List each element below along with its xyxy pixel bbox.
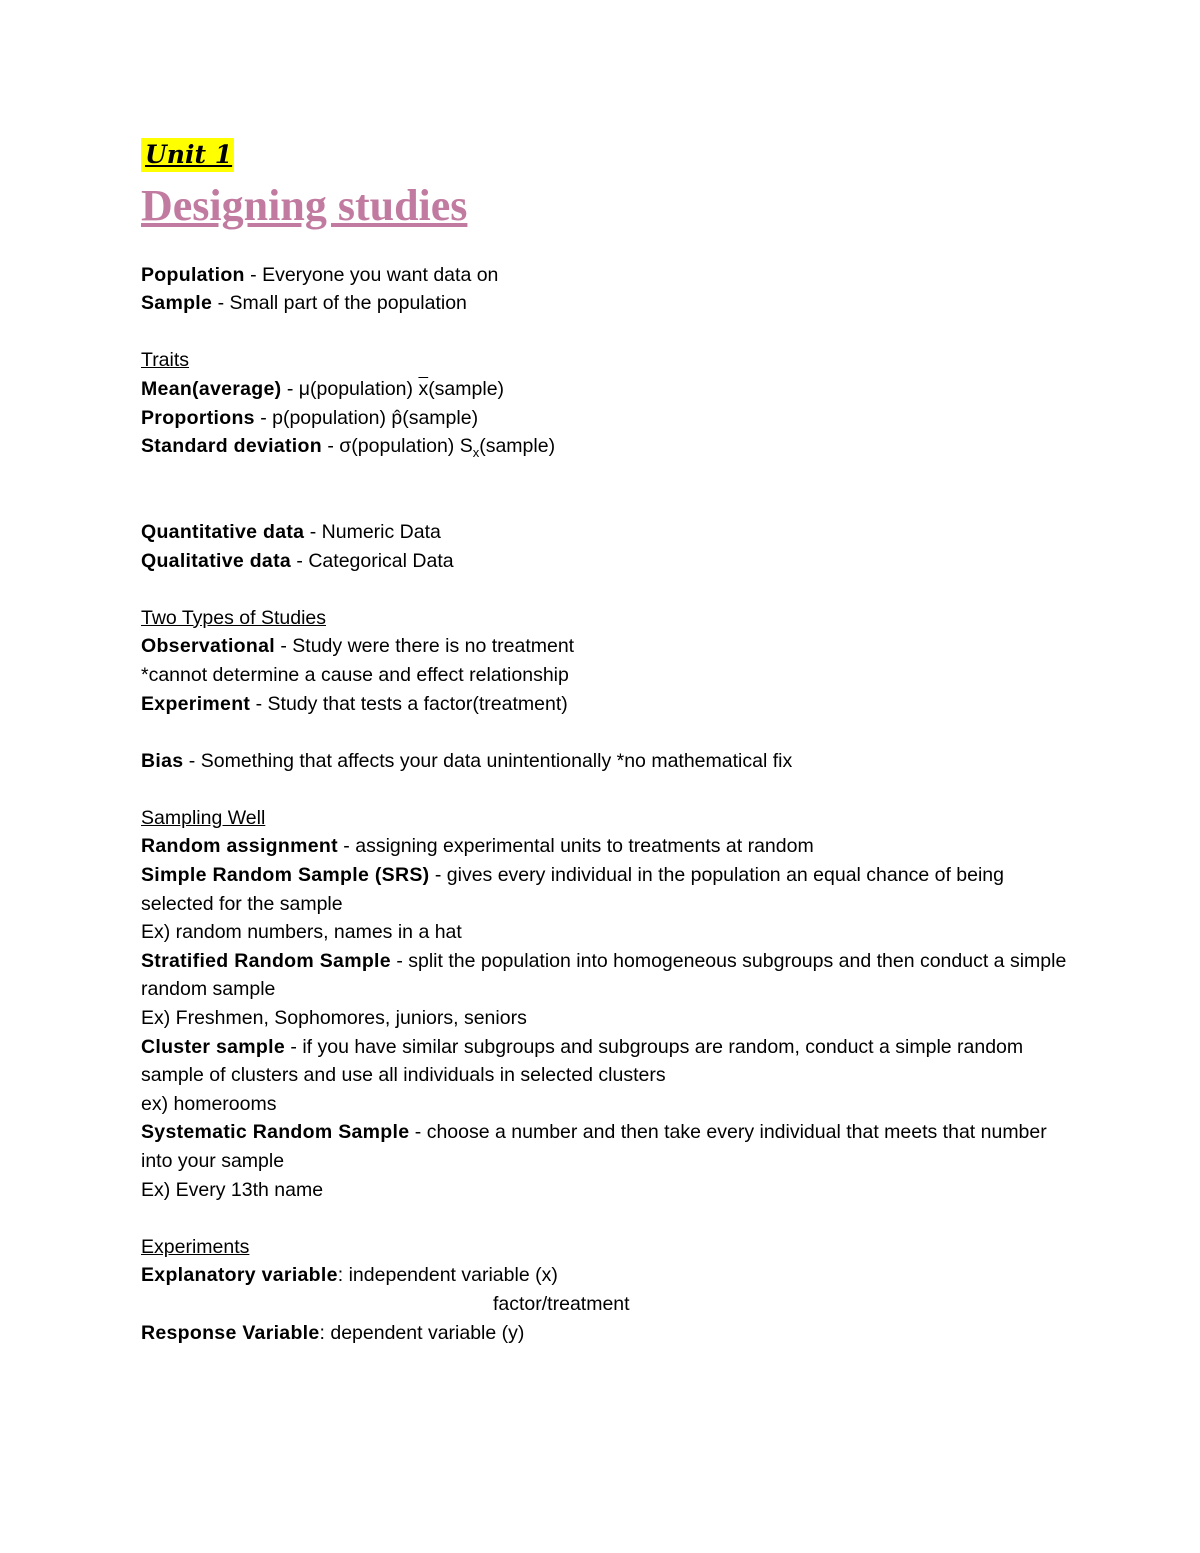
- definition-experiment: Experiment - Study that tests a factor(treatment): [141, 692, 568, 715]
- explanatory-note: factor/treatment: [493, 1292, 630, 1315]
- definition-bias: Bias - Something that affects your data unintentionally *no mathematical fix: [141, 749, 793, 772]
- definition-random-assignment: Random assignment - assigning experimental units to treatments at random: [141, 835, 814, 858]
- document-content: [141, 138, 1081, 1347]
- definition-stratified: Stratified Random Sample - split the population into homogeneous subgroups and then conduct a simple random sample: [141, 949, 1067, 1001]
- unit-label: Unit 1: [141, 138, 234, 172]
- example-srs: Ex) random numbers, names in a hat: [141, 921, 462, 944]
- definition-quantitative: Quantitative data - Numeric Data: [141, 520, 441, 543]
- sampling-heading: Sampling Well: [141, 806, 266, 829]
- definition-srs: Simple Random Sample (SRS) - gives every individual in the population an equal chance of being selected for the sample: [141, 864, 1004, 915]
- definition-cluster: Cluster sample - if you have similar subgroups and subgroups are random, conduct a simple random sample of clusters and use all individuals in selected clusters: [141, 1035, 1024, 1087]
- example-systematic: Ex) Every 13th name: [141, 1178, 324, 1201]
- observational-note: *cannot determine a cause and effect relationship: [141, 663, 569, 686]
- trait-mean: Mean(average) - μ(population) $\overline{x}(sample)$: [141, 377, 505, 400]
- definition-explanatory: Explanatory variable: independent variable (x): [141, 1264, 558, 1287]
- studies-heading: Two Types of Studies: [141, 606, 326, 629]
- experiments-heading: Experiments: [141, 1235, 250, 1258]
- definition-systematic: Systematic Random Sample - choose a number and then take every individual that meets that number into your sample: [141, 1121, 1047, 1172]
- definition-response: Response Variable: dependent variable (y): [141, 1321, 525, 1344]
- definition-observational: Observational - Study were there is no treatment: [141, 635, 575, 658]
- definition-sample: Sample - Small part of the population: [141, 292, 467, 315]
- page-title: Designing studies: [141, 181, 468, 230]
- subscript-x: x: [472, 445, 480, 461]
- definition-qualitative: Qualitative data - Categorical Data: [141, 549, 454, 572]
- trait-standard-deviation: Standard deviation - σ(population) $S_x(sample)$: [141, 435, 556, 461]
- example-cluster: ex) homerooms: [141, 1092, 277, 1115]
- example-stratified: Ex) Freshmen, Sophomores, juniors, seniors: [141, 1007, 527, 1030]
- trait-proportions: Proportions - p(population) p̂(sample): [141, 406, 479, 429]
- definition-population: Population - Everyone you want data on: [141, 263, 499, 286]
- x-bar-symbol: $\overline{x}$: [418, 377, 429, 400]
- traits-heading: Traits: [141, 349, 190, 372]
